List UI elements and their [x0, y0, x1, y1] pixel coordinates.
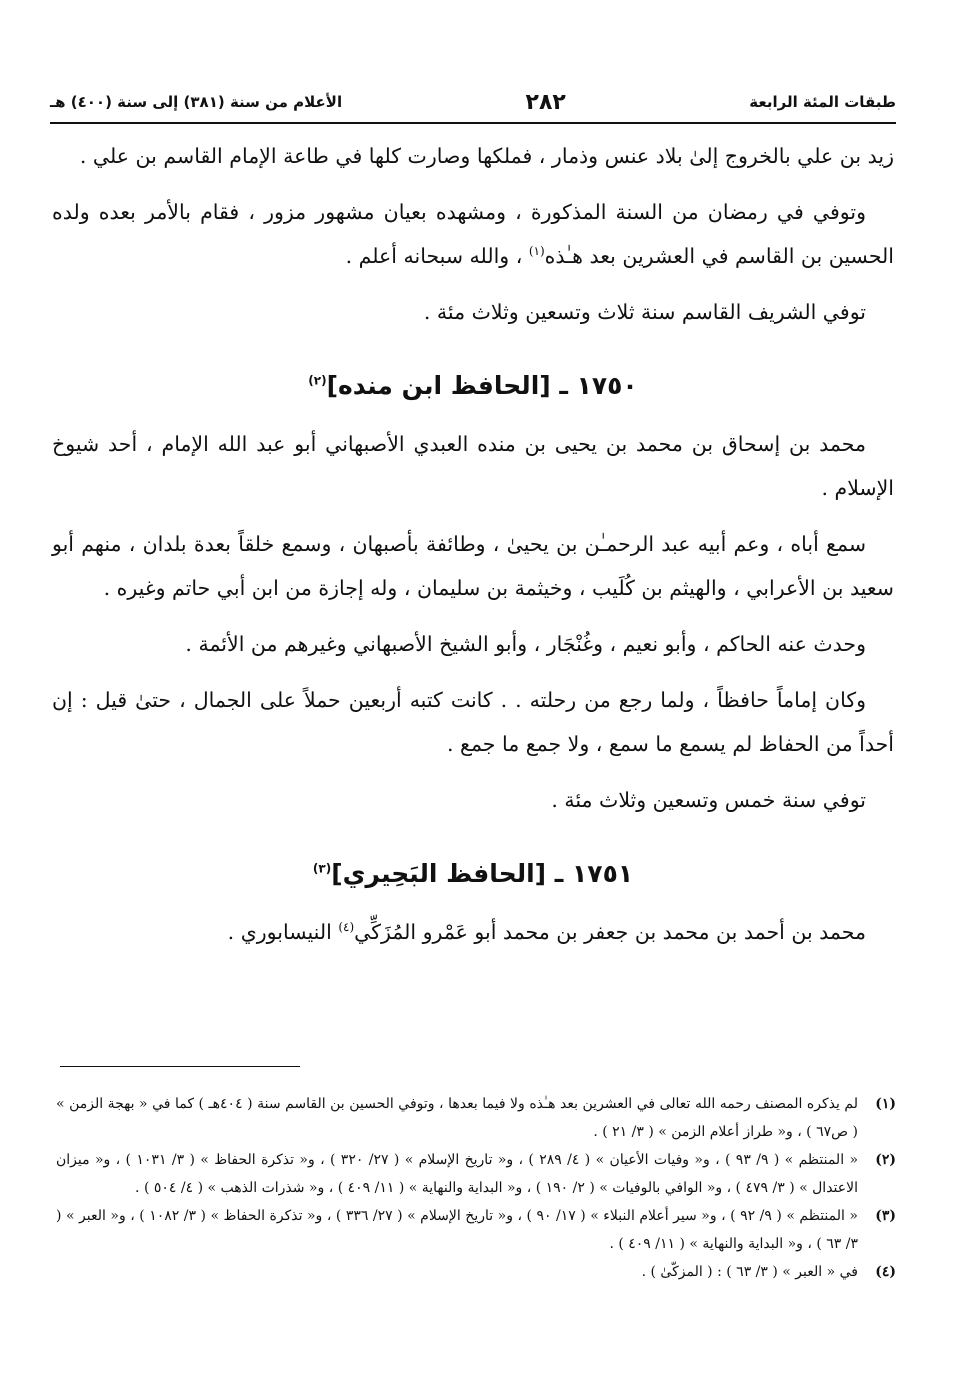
footnote-text: « المنتظم » ( ٩/ ٩٣ ) ، و« وفيات الأعيان » ( ٤/ ٢٨٩ ) ، و« تاريخ الإسلام » ( ٢٧/ ٣٢٠ ) ، و« تذكرة الحفاظ » ( ٣/ ١٠٣١ ) ، و« ميزان الاعتدال » ( ٣/ ٤٧٩ ) ، و« الوافي بالوفيات » ( ٢/ ١٩٠ ) ، و« البداية والنهاية » ( ١١/ ٤٠٩ ) ، و« شذرات الذهب » ( ٤/ ٥٠٤ ) .: [56, 1152, 859, 1196]
paragraph: توفي سنة خمس وتسعين وثلاث مئة .: [551, 788, 866, 812]
footnote-ref: (١): [528, 244, 545, 259]
paragraph: [52, 910, 894, 954]
footnote-number: (٣): [875, 1208, 896, 1224]
footnote-text: في « العبر » ( ٣/ ٦٣ ) : ( المزكّىٰ ) .: [641, 1264, 858, 1280]
footnote-ref: (٢): [308, 373, 327, 388]
footnote: [56, 1146, 896, 1202]
entry-title-text: ١٧٥٠ ـ [الحافظ ابن منده]: [326, 371, 638, 400]
footnote-rule: [60, 1066, 300, 1067]
paragraph-text: وتوفي في رمضان من السنة المذكورة ، ومشهده بعيان مشهور مزور ، فقام بالأمر بعده ولده الحسين بن القاسم في العشرين بعد هـٰذه: [52, 200, 894, 268]
paragraph: زيد بن علي بالخروج إلىٰ بلاد عنس وذمار ، فملكها وصارت كلها في طاعة الإمام القاسم بن علي .: [79, 144, 894, 168]
paragraph: محمد بن إسحاق بن محمد بن يحيى بن منده العبدي الأصبهاني أبو عبد الله الإمام ، أحد شيوخ الإسلام .: [52, 432, 894, 500]
paragraph-text: محمد بن أحمد بن محمد بن جعفر بن محمد أبو عَمْرو المُزَكِّي: [354, 920, 866, 944]
paragraph: وكان إماماً حافظاً ، ولما رجع من رحلته . . كانت كتبه أربعين حملاً على الجمال ، حتىٰ قيل : إن أحداً من الحفاظ لم يسمع ما سمع ، ولا جمع ما جمع .: [52, 688, 894, 756]
header-book-title: طبقات المئة الرابعة: [749, 93, 896, 111]
paragraph: وحدث عنه الحاكم ، وأبو نعيم ، وغُنْجَار ، وأبو الشيخ الأصبهاني وغيرهم من الأئمة .: [185, 632, 866, 656]
footnotes: [56, 1090, 896, 1286]
running-header: [50, 84, 896, 120]
header-rule: [50, 122, 896, 124]
page-number: ٢٨٢: [525, 89, 566, 115]
entry-title: [52, 852, 894, 896]
footnote-ref: (٣): [312, 861, 332, 876]
paragraph-text: النيسابوري .: [227, 920, 339, 944]
footnote-number: (٢): [875, 1152, 896, 1168]
paragraph: [52, 190, 894, 278]
entry-title-text: ١٧٥١ ـ [الحافظ البَحِيري]: [331, 859, 634, 888]
footnote-ref: (٤): [338, 920, 355, 935]
footnote: [56, 1090, 896, 1146]
footnote-number: (٤): [875, 1264, 896, 1280]
footnote: [56, 1258, 896, 1286]
main-text: [52, 134, 894, 966]
header-section-title: الأعلام من سنة (٣٨١) إلى سنة (٤٠٠) هـ: [50, 93, 343, 111]
paragraph: سمع أباه ، وعم أبيه عبد الرحمـٰن بن يحيىٰ ، وطائفة بأصبهان ، وسمع خلقاً بعدة بلدان ، منهم أبو سعيد بن الأعرابي ، والهيثم بن كُلَيب ، وخيثمة بن سليمان ، وله إجازة من ابن أبي حاتم وغيره .: [52, 532, 894, 600]
paragraph: توفي الشريف القاسم سنة ثلاث وتسعين وثلاث مئة .: [423, 300, 866, 324]
footnote: [56, 1202, 896, 1258]
paragraph-text: ، والله سبحانه أعلم .: [345, 244, 529, 268]
footnote-text: لم يذكره المصنف رحمه الله تعالى في العشرين بعد هـٰذه ولا فيما بعدها ، وتوفي الحسين بن القاسم سنة ( ٤٠٤هـ ) كما في « بهجة الزمن » ( ص٦٧ ) ، و« طراز أعلام الزمن » ( ٣/ ٢١ ) .: [56, 1096, 859, 1140]
entry-title: [52, 364, 894, 408]
footnote-text: « المنتظم » ( ٩/ ٩٢ ) ، و« سير أعلام النبلاء » ( ١٧/ ٩٠ ) ، و« تاريخ الإسلام » ( ٢٧/ ٣٣٦ ) ، و« تذكرة الحفاظ » ( ٣/ ١٠٨٢ ) ، و« العبر » ( ٣/ ٦٣ ) ، و« البداية والنهاية » ( ١١/ ٤٠٩ ) .: [56, 1208, 858, 1252]
footnote-number: (١): [875, 1096, 896, 1112]
